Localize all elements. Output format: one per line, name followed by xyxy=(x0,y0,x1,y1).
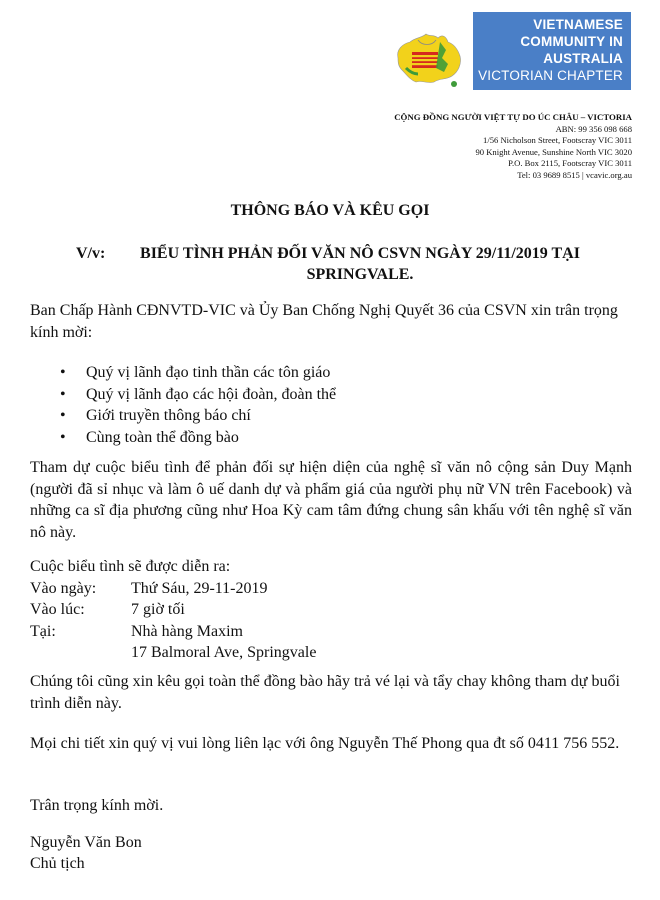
list-item: • Cùng toàn thể đồng bào xyxy=(60,427,336,449)
letter-title: THÔNG BÁO VÀ KÊU GỌI xyxy=(230,202,430,219)
time-label: Vào lúc: xyxy=(30,601,85,618)
signer-title: Chủ tịch xyxy=(30,855,85,872)
australia-map-logo-icon xyxy=(388,28,470,90)
schedule-address-row xyxy=(30,642,316,664)
schedule-place-row xyxy=(30,621,316,643)
list-item: • Quý vị lãnh đạo các hội đoàn, đoàn thể xyxy=(60,384,336,406)
address-footscray: 1/56 Nicholson Street, Footscray VIC 3011 xyxy=(483,135,632,146)
contact-block xyxy=(394,112,632,182)
organization-name: CỘNG ĐỒNG NGƯỜI VIỆT TỰ DO ÚC CHÂU – VICTORIA xyxy=(394,112,632,122)
contact-paragraph: Mọi chi tiết xin quý vị vui lòng liên lạc với ông Nguyễn Thế Phong qua đt số 0411 756 552. xyxy=(30,735,620,752)
logo-line-2: COMMUNITY IN xyxy=(520,34,623,49)
telephone-website: Tel: 03 9689 8515 | vcavic.org.au xyxy=(517,169,632,180)
place-address: 17 Balmoral Ave, Springvale xyxy=(131,644,317,661)
abn-number: ABN: 99 356 098 668 xyxy=(555,123,632,134)
purpose-paragraph: Tham dự cuộc biểu tình để phản đối sự hiện diện của nghệ sĩ văn nô cộng sản Duy Mạnh (người đã sỉ nhục và làm ô uế danh dự và phẩm giá của người phụ nữ VN trên Facebook) và những ca sĩ địa phương cũng như Hoa Kỳ cam tâm đứng chung sân khấu với tên nghệ sĩ văn nô này. xyxy=(30,459,632,541)
logo-line-1: VIETNAMESE xyxy=(533,17,623,32)
schedule-date-row xyxy=(30,578,316,600)
invitee-list xyxy=(60,362,336,448)
subject-prefix: V/v: xyxy=(76,245,106,262)
appeal-paragraph: Chúng tôi cũng xin kêu gọi toàn thể đồng bào hãy trả vé lại và tẩy chay không tham dự buổi trình diễn này. xyxy=(30,673,620,712)
intro-paragraph: Ban Chấp Hành CĐNVTD-VIC và Ủy Ban Chống Nghị Quyết 36 của CSVN xin trân trọng kính mời: xyxy=(30,302,618,341)
address-sunshine: 90 Knight Avenue, Sunshine North VIC 3020 xyxy=(475,146,632,157)
letter-subject xyxy=(76,243,586,285)
time-value: 7 giờ tối xyxy=(131,601,185,618)
signer-name: Nguyễn Văn Bon xyxy=(30,834,142,851)
date-label: Vào ngày: xyxy=(30,579,97,597)
place-label: Tại: xyxy=(30,622,56,640)
schedule-block xyxy=(30,556,316,664)
po-box: P.O. Box 2115, Footscray VIC 3011 xyxy=(508,158,632,169)
logo-line-3: AUSTRALIA xyxy=(543,51,623,66)
list-item: • Quý vị lãnh đạo tinh thần các tôn giáo xyxy=(60,362,336,384)
subject-line-1: BIỂU TÌNH PHẢN ĐỐI VĂN NÔ CSVN NGÀY 29/11/2019 TẠI xyxy=(140,245,580,262)
schedule-time-row xyxy=(30,599,316,621)
logo-line-4: VICTORIAN CHAPTER xyxy=(478,68,623,83)
place-value: Nhà hàng Maxim xyxy=(131,622,243,640)
date-value: Thứ Sáu, 29-11-2019 xyxy=(131,579,268,597)
subject-line-2: SPRINGVALE. xyxy=(306,266,414,283)
closing-line: Trân trọng kính mời. xyxy=(30,797,164,814)
schedule-intro: Cuộc biểu tình sẽ được diễn ra: xyxy=(30,558,231,575)
list-item: • Giới truyền thông báo chí xyxy=(60,405,336,427)
organization-logo-box xyxy=(473,12,631,90)
